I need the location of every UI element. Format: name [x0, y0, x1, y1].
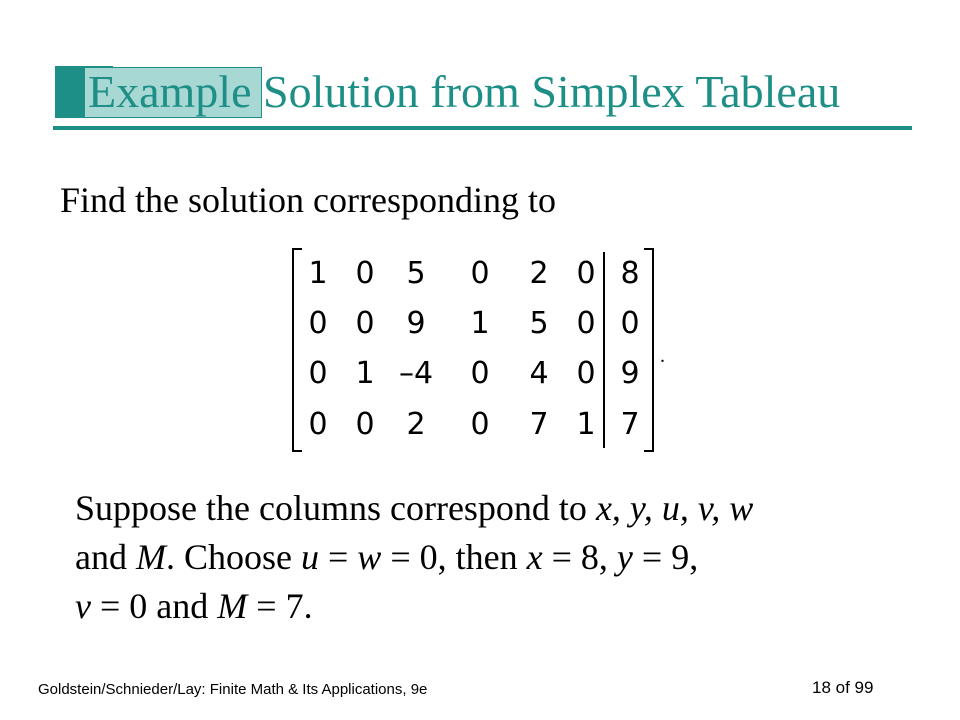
page-title: [88, 62, 840, 122]
body-line3-text-b: = 7.: [247, 586, 313, 626]
body-line2-text-b: . Choose: [165, 537, 301, 577]
body-line2-text-c: =: [318, 537, 358, 577]
body-line2-text-a: and: [75, 537, 136, 577]
matrix-cell: 0: [576, 306, 596, 341]
matrix-cell: 0: [576, 256, 596, 291]
matrix-cell: 0: [355, 306, 375, 341]
matrix-cell: 1: [576, 407, 596, 442]
matrix-cell: 0: [355, 407, 375, 442]
body-line3-text-a: = 0 and: [90, 586, 218, 626]
body-line1-text: Suppose the columns correspond to: [75, 488, 596, 528]
body-line2-text-e: = 8,: [542, 537, 617, 577]
body-var-u: u: [300, 537, 319, 577]
matrix-cell: 0: [308, 407, 328, 442]
body-var-w: w: [357, 537, 382, 577]
matrix-cell: 1: [470, 306, 490, 341]
matrix-cell: 0: [355, 256, 375, 291]
matrix-cell: –4: [398, 356, 434, 391]
matrix-cell: 1: [355, 356, 375, 391]
matrix-cell: 5: [529, 306, 549, 341]
matrix-cell: 0: [470, 356, 490, 391]
matrix-cell: 2: [406, 407, 426, 442]
matrix-cell: 5: [406, 256, 426, 291]
matrix-cell: 0: [576, 356, 596, 391]
body-line2-text-f: = 9,: [632, 537, 699, 577]
matrix-cell: 0: [308, 356, 328, 391]
body-var-v: v: [75, 586, 91, 626]
title-highlight-word: Example: [88, 66, 252, 117]
body-var-y: y: [616, 537, 633, 577]
body-var-x: x: [526, 537, 543, 577]
matrix-cell: 1: [308, 256, 328, 291]
body-var-M-2: M: [217, 586, 248, 626]
matrix-cell: 8: [620, 256, 640, 291]
footer-source: Goldstein/Schnieder/Lay: Finite Math & Its Applications, 9e: [38, 681, 428, 698]
matrix-cell: 0: [620, 306, 640, 341]
body-line1-vars: x, y, u, v, w: [595, 488, 754, 528]
matrix-cell: 7: [620, 407, 640, 442]
title-underline: [53, 126, 912, 130]
matrix-cell: 9: [406, 306, 426, 341]
matrix-period: .: [660, 345, 665, 367]
body-text: [75, 484, 915, 631]
augmented-matrix: [292, 248, 654, 454]
subheading: Find the solution corresponding to: [60, 180, 556, 220]
matrix-cell: 0: [470, 407, 490, 442]
matrix-cell: 0: [308, 306, 328, 341]
matrix-cell: 0: [470, 256, 490, 291]
body-var-M: M: [135, 537, 166, 577]
page-indicator: 18 of 99: [812, 678, 874, 697]
matrix-cell: 9: [620, 356, 640, 391]
matrix-cell: 2: [529, 256, 549, 291]
matrix-cell: 7: [529, 407, 549, 442]
matrix-cell: 4: [529, 356, 549, 391]
body-line2-text-d: = 0, then: [381, 537, 527, 577]
title-rest: Solution from Simplex Tableau: [251, 66, 841, 117]
